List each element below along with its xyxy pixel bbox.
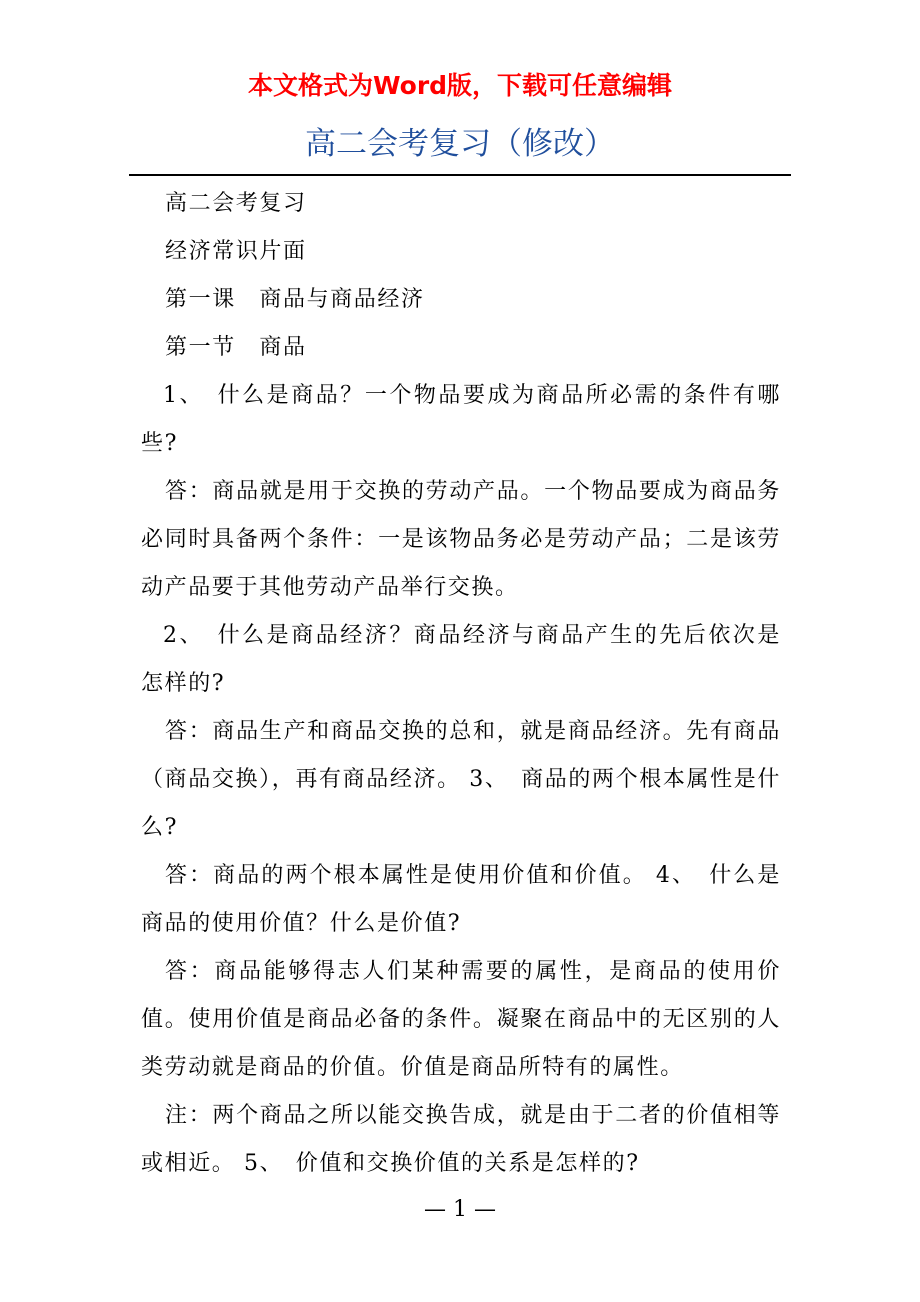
answer-2: 答：商品生产和商品交换的总和，就是商品经济。先有商品（商品交换），再有商品经济。 3、 商品的两个根本属性是什么? [141,719,781,840]
document-body [141,180,781,1188]
paragraph-heading: 高二会考复习 [165,191,307,216]
note: 注：两个商品之所以能交换告成，就是由于二者的价值相等或相近。 5、 价值和交换价值的关系是怎样的? [141,1103,781,1176]
title-divider [129,174,791,176]
document-title: 高二会考复习（修改） [305,126,615,162]
paragraph-section: 经济常识片面 [165,239,307,264]
download-banner: 本文格式为Word版，下载可任意编辑 [247,71,673,100]
question-2: 2、 什么是商品经济？商品经济与商品产生的先后依次是怎样的? [141,623,781,696]
answer-4: 答：商品能够得志人们某种需要的属性，是商品的使用价值。使用价值是商品必备的条件。凝聚在商品中的无区别的人类劳动就是商品的价值。价值是商品所特有的属性。 [141,959,781,1080]
paragraph-subsection: 第一节 商品 [165,335,307,360]
page-number: — 1 — [424,1197,496,1222]
answer-1: 答：商品就是用于交换的劳动产品。一个物品要成为商品务必同时具备两个条件：一是该物品务必是劳动产品；二是该劳动产品要于其他劳动产品举行交换。 [141,479,781,600]
question-1: 1、 什么是商品？一个物品要成为商品所必需的条件有哪些? [141,383,781,456]
answer-3: 答：商品的两个根本属性是使用价值和价值。 4、 什么是商品的使用价值？什么是价值? [141,863,781,936]
paragraph-lesson: 第一课 商品与商品经济 [165,287,425,312]
